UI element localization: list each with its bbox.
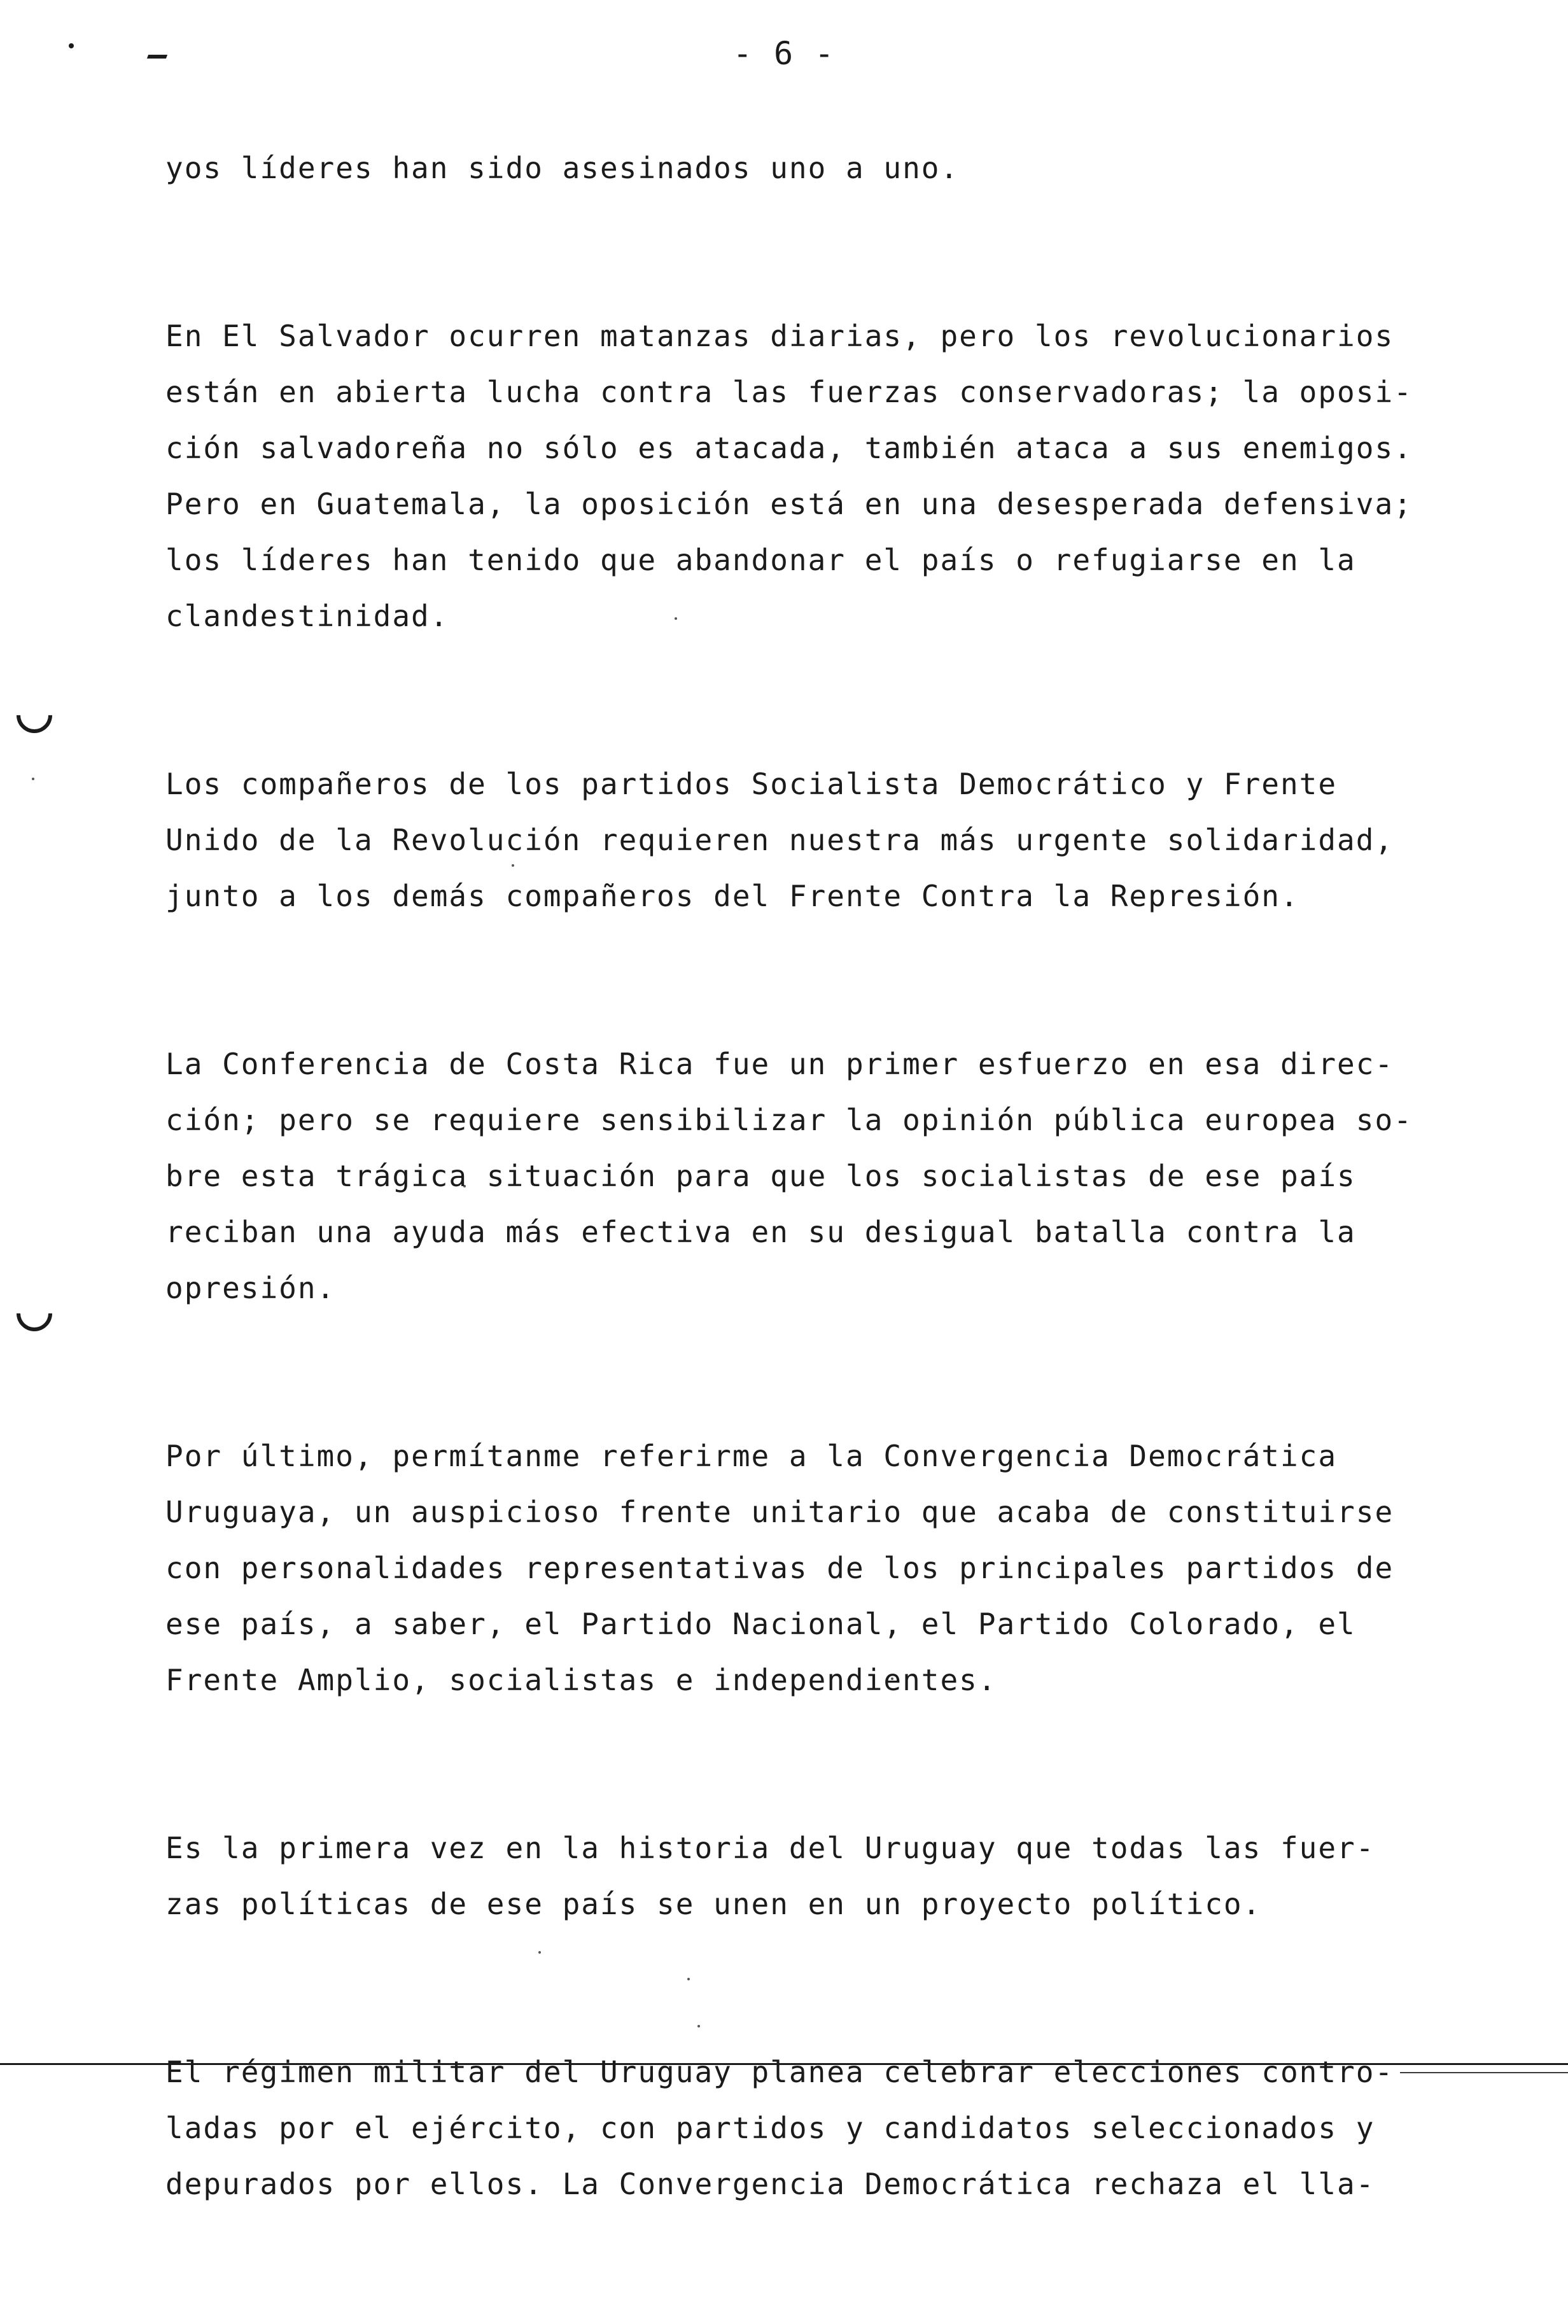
scan-mark-dash xyxy=(147,55,167,59)
scan-speck xyxy=(32,778,34,780)
footer-rule-edge xyxy=(1400,2072,1568,2073)
paragraph-el-salvador-guatemala: En El Salvador ocurren matanzas diarias, pero los revolucionarios están en abierta lucha contra las fuerzas conservadoras; la oposi- ción salvadoreña no sólo es atacada, también ataca a sus enemigos. Pero en Guatemala, la oposición está en una desesperada defensiva; los líderes han tenido que abandonar el país o refugiarse en la clandestinidad. xyxy=(165,319,1413,633)
document-body xyxy=(165,140,1451,2324)
paragraph-companeros-solidaridad: Los compañeros de los partidos Socialista Democrático y Frente Unido de la Revolución requieren nuestra más urgente solidaridad, junto a los demás compañeros del Frente Contra la Represión. xyxy=(165,767,1394,913)
paragraph-continuation: yos líderes han sido asesinados uno a uno. xyxy=(165,151,960,185)
punch-hole-mark-top xyxy=(9,690,59,740)
paragraph-primera-vez-uruguay: Es la primera vez en la historia del Uruguay que todas las fuer- zas políticas de ese país se unen en un proyecto político. xyxy=(165,1831,1375,1921)
scan-mark-dot xyxy=(69,43,74,48)
paragraph-convergencia-democratica: Por último, permítanme referirme a la Convergencia Democrática Uruguaya, un auspicioso frente unitario que acaba de constituirse con personalidades representativas de los principales partidos de ese país, a saber, el Partido Nacional, el Partido Colorado, el Frente Amplio, socialistas e independientes. xyxy=(165,1439,1394,1697)
punch-hole-mark-bottom xyxy=(9,1288,59,1338)
paragraph-regimen-militar: El régimen militar del Uruguay planea celebrar elecciones contro- ladas por el ejército, con partidos y candidatos seleccionados y depurados por ellos. La Convergencia Democrática rechaza el lla- xyxy=(165,2055,1394,2201)
footer-rule xyxy=(0,2063,1568,2065)
paragraph-conferencia-costa-rica: La Conferencia de Costa Rica fue un primer esfuerzo en esa direc- ción; pero se requiere sensibilizar la opinión pública europea so- bre esta trágica situación para que los socialistas de ese país reciban una ayuda más efectiva en su desigual batalla contra la opresión. xyxy=(165,1047,1413,1305)
page-number: - 6 - xyxy=(732,35,836,72)
